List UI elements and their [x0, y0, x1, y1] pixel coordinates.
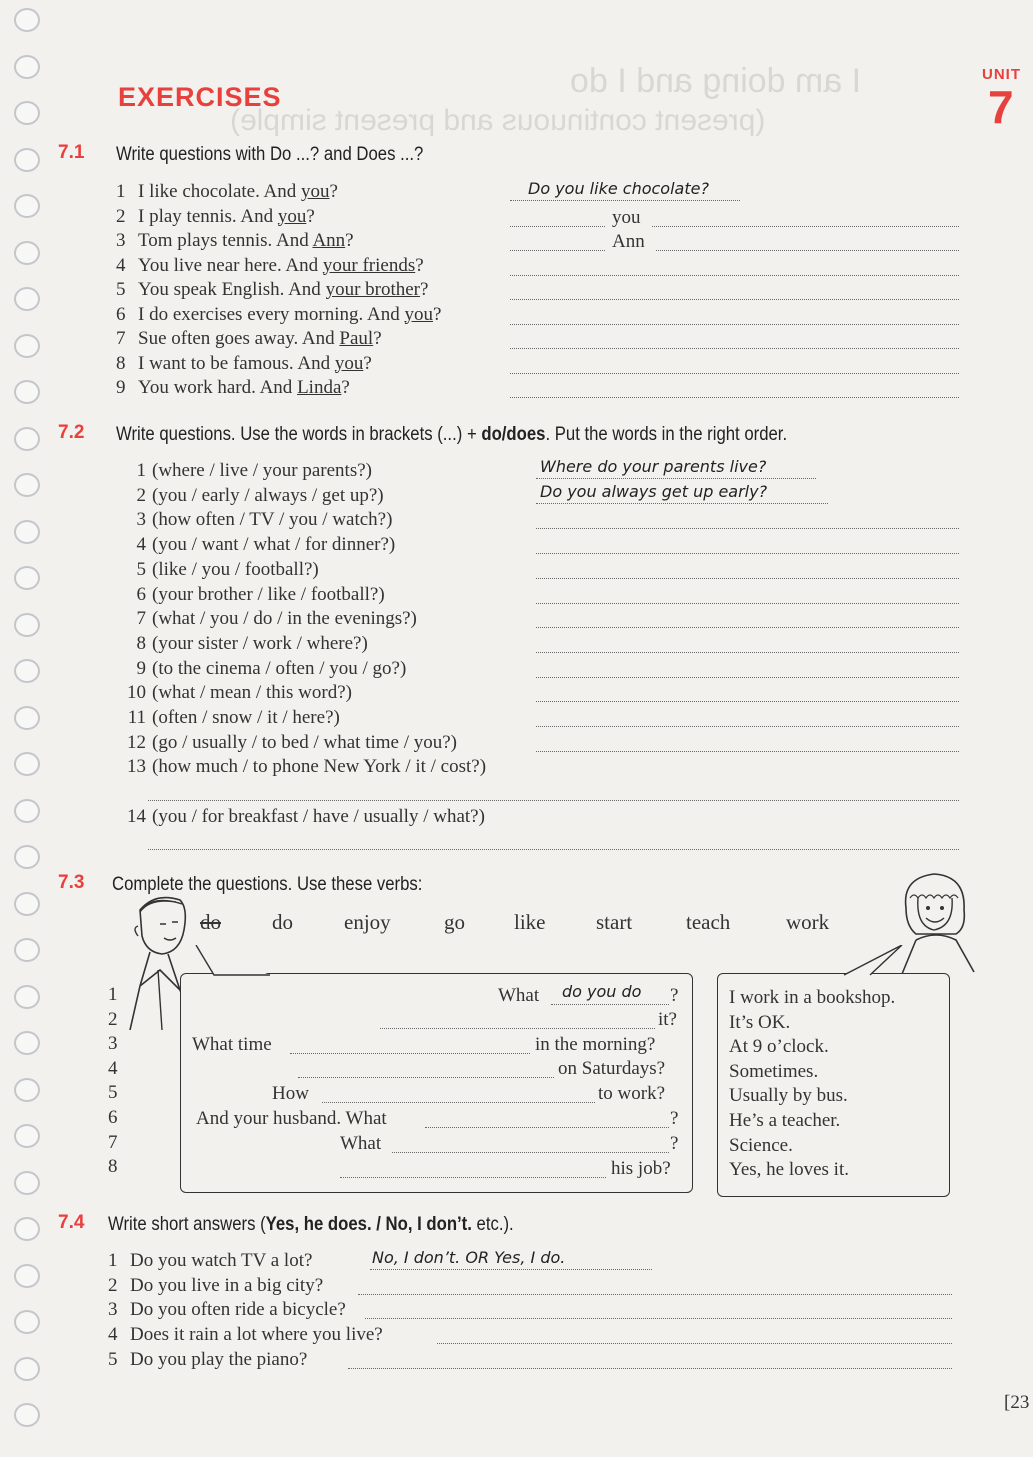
- spiral-binding: [14, 8, 44, 1448]
- item-text-end: ?: [345, 230, 354, 251]
- answer-line-7-3-1: [551, 1004, 669, 1005]
- answer-line-7-3-6[interactable]: [425, 1127, 669, 1128]
- binding-ring: [14, 241, 40, 265]
- binding-ring: [14, 659, 40, 683]
- item-subject: you: [334, 352, 364, 374]
- item-number: 5: [108, 1082, 118, 1104]
- item-number: 6: [136, 583, 146, 605]
- answer-7-4-1: No, I don’t. OR Yes, I do.: [372, 1248, 566, 1267]
- item-text: Do you live in a big city?: [130, 1274, 324, 1296]
- binding-ring: [14, 55, 40, 79]
- item-text: (you / want / what / for dinner?): [152, 534, 396, 556]
- verb-item: do: [200, 910, 221, 934]
- exercise-item: [116, 255, 424, 277]
- exercise-item: [116, 230, 354, 252]
- exercise-item: [116, 353, 372, 375]
- binding-ring: [14, 845, 40, 869]
- q-7-3-5-post: to work?: [598, 1083, 666, 1104]
- item-subject: Ann: [312, 230, 346, 251]
- item-number: 8: [136, 632, 146, 654]
- binding-ring: [14, 1171, 40, 1195]
- answer-line[interactable]: [348, 1368, 952, 1369]
- answer-line: [370, 1269, 652, 1270]
- item-text: Do you watch TV a lot?: [130, 1250, 313, 1271]
- answer-bubble-tail: [840, 945, 910, 977]
- binding-ring: [14, 8, 40, 32]
- instruction-text: Write short answers (: [108, 1214, 266, 1235]
- response-text: Science.: [729, 1134, 793, 1156]
- exercise-item: [114, 485, 384, 507]
- answer-line[interactable]: [148, 849, 959, 850]
- item-text: (what / you / do / in the evenings?): [152, 608, 417, 630]
- binding-ring: [14, 1124, 40, 1148]
- item-number: 7: [136, 608, 146, 630]
- answer-7-2-1: Where do your parents live?: [540, 457, 767, 476]
- item-number: 5: [136, 558, 146, 580]
- q-7-3-5-pre: How: [272, 1083, 309, 1104]
- item-text: I do exercises every morning. And: [138, 303, 405, 325]
- exercise-item: [116, 328, 382, 350]
- item-text-end: ?: [415, 254, 424, 276]
- item-text: I like chocolate. And: [138, 181, 302, 202]
- item-subject: you: [404, 303, 433, 325]
- answer-line[interactable]: [536, 528, 959, 529]
- item-text-end: ?: [341, 377, 350, 398]
- item-text: You work hard. And: [138, 377, 298, 398]
- answer-line-7-1-2a[interactable]: [510, 226, 605, 227]
- binding-ring: [14, 1310, 40, 1334]
- item-number: 10: [127, 682, 146, 704]
- exercise-instruction-7-4: [108, 1214, 514, 1236]
- exercise-item: [114, 806, 485, 828]
- answer-line-7-3-8[interactable]: [340, 1177, 606, 1178]
- response-text: At 9 o’clock.: [729, 1036, 829, 1058]
- exercise-item: [114, 608, 417, 630]
- item-number: 2: [136, 484, 146, 506]
- item-number: 13: [127, 756, 146, 778]
- verb-item: teach: [686, 910, 731, 934]
- answer-line-7-1-2b[interactable]: [652, 226, 959, 227]
- item-text: (like / you / football?): [152, 558, 319, 580]
- instruction-bold: Yes, he does. / No, I don’t.: [265, 1214, 472, 1235]
- answer-line-7-2-1: [536, 478, 816, 479]
- binding-ring: [14, 799, 40, 823]
- exercise-item: [114, 682, 352, 704]
- q-7-3-7-post: ?: [670, 1133, 679, 1154]
- verb-item: do: [272, 910, 293, 934]
- prompt-7-1-3: Ann: [612, 231, 645, 252]
- item-text: (you / early / always / get up?): [152, 484, 384, 506]
- item-text: Sue often goes away. And: [138, 328, 340, 349]
- item-text: I play tennis. And: [138, 205, 278, 227]
- item-text: (go / usually / to bed / what time / you?): [152, 731, 458, 753]
- item-number: 6: [108, 1107, 118, 1128]
- item-text-end: ?: [420, 279, 429, 300]
- item-number: 4: [108, 1324, 118, 1346]
- binding-ring: [14, 287, 40, 311]
- item-number: 3: [136, 509, 146, 531]
- item-subject: you: [301, 181, 330, 202]
- item-text-end: ?: [329, 181, 338, 202]
- binding-ring: [14, 706, 40, 730]
- exercise-number-7-2: 7.2: [58, 422, 85, 443]
- item-text: (how much / to phone New York / it / cost?): [152, 756, 487, 778]
- binding-ring: [14, 892, 40, 916]
- exercise-item: [116, 279, 428, 301]
- binding-ring: [14, 938, 40, 962]
- item-text: Does it rain a lot where you live?: [130, 1324, 383, 1346]
- verb-item: enjoy: [344, 910, 391, 934]
- unit-label: UNIT: [982, 66, 1021, 83]
- exercise-item: [116, 181, 338, 203]
- exercise-item: [116, 206, 315, 228]
- binding-ring: [14, 427, 40, 451]
- verb-item: like: [514, 910, 546, 934]
- verb-item: go: [444, 910, 465, 934]
- item-number: 4: [108, 1057, 118, 1079]
- binding-ring: [14, 194, 40, 218]
- response-text: It’s OK.: [729, 1011, 791, 1033]
- answer-line-7-1-9[interactable]: [510, 397, 959, 398]
- exercise-item: [116, 304, 441, 326]
- item-text: (your brother / like / football?): [152, 583, 385, 605]
- item-text: (how often / TV / you / watch?): [152, 509, 393, 531]
- answer-line-7-1-1: [510, 200, 740, 201]
- binding-ring: [14, 1357, 40, 1381]
- answer-line-7-2-2: [536, 503, 828, 504]
- answer-line[interactable]: [536, 603, 959, 604]
- item-number: 2: [108, 1008, 118, 1030]
- item-number: 5: [116, 279, 126, 300]
- item-number: 1: [136, 460, 146, 481]
- exercise-item: [108, 1275, 323, 1297]
- exercise-item: [114, 509, 392, 531]
- answer-line[interactable]: [536, 701, 959, 702]
- q-7-3-6-post: ?: [670, 1108, 679, 1129]
- answer-line[interactable]: [536, 726, 959, 727]
- answer-line-7-1-4[interactable]: [510, 275, 959, 276]
- binding-ring: [14, 613, 40, 637]
- item-text: (to the cinema / often / you / go?): [152, 657, 407, 679]
- item-number: 1: [108, 984, 118, 1005]
- answer-line[interactable]: [536, 751, 959, 752]
- instruction-text-end: . Put the words in the right order.: [545, 424, 788, 445]
- item-text: (where / live / your parents?): [152, 460, 372, 481]
- answer-line[interactable]: [365, 1318, 952, 1319]
- exercise-instruction-7-2: [116, 424, 787, 446]
- item-subject: your brother: [325, 279, 421, 300]
- exercise-item: [114, 633, 368, 655]
- item-number: 11: [127, 707, 146, 728]
- verb-item: start: [596, 910, 633, 934]
- answer-line-7-3-4[interactable]: [298, 1077, 554, 1078]
- answer-line-7-3-5[interactable]: [322, 1102, 595, 1103]
- answer-line-7-1-6[interactable]: [510, 324, 959, 325]
- item-text-end: ?: [306, 205, 315, 227]
- item-number: 7: [108, 1131, 118, 1153]
- binding-ring: [14, 101, 40, 125]
- instruction-text-end: etc.).: [471, 1214, 514, 1235]
- q-7-3-7-pre: What: [340, 1133, 382, 1154]
- binding-ring: [14, 380, 40, 404]
- item-subject: your friends: [322, 254, 416, 276]
- answer-7-2-2: Do you always get up early?: [540, 482, 768, 501]
- item-subject: you: [277, 205, 307, 227]
- verb-item: work: [786, 910, 830, 934]
- binding-ring: [14, 566, 40, 590]
- exercise-number-7-1: 7.1: [58, 142, 85, 163]
- binding-ring: [14, 520, 40, 544]
- item-number: 3: [116, 230, 126, 251]
- item-number: 6: [116, 303, 126, 325]
- answer-line[interactable]: [536, 553, 959, 554]
- exercise-item: [114, 559, 319, 581]
- instruction-bold: do/does: [481, 424, 546, 445]
- answer-line-7-1-3b[interactable]: [656, 250, 959, 251]
- answer-line-7-3-3[interactable]: [290, 1053, 530, 1054]
- exercise-item: [108, 1299, 346, 1321]
- bleed-through-subtitle: (present continuous and present simple): [230, 104, 766, 137]
- item-number: 12: [127, 731, 146, 753]
- answer-line[interactable]: [437, 1343, 952, 1344]
- answer-line[interactable]: [536, 652, 959, 653]
- item-text-end: ?: [432, 303, 442, 325]
- binding-ring: [14, 1264, 40, 1288]
- item-number: 14: [127, 806, 146, 827]
- binding-ring: [14, 1217, 40, 1241]
- exercise-item: [108, 1324, 383, 1346]
- bleed-through-title: I am doing and I do: [570, 62, 862, 100]
- item-number: 8: [116, 352, 126, 374]
- item-number: 1: [108, 1250, 118, 1271]
- binding-ring: [14, 752, 40, 776]
- instruction-text: Write questions. Use the words in brackets (...) +: [116, 424, 482, 445]
- exercise-item: [108, 1250, 312, 1272]
- q-7-3-8-post: his job?: [611, 1158, 671, 1179]
- item-subject: Linda: [297, 377, 342, 398]
- answer-7-3-1: do you do: [562, 982, 642, 1001]
- response-text: Sometimes.: [729, 1060, 819, 1082]
- response-text: He’s a teacher.: [729, 1110, 841, 1131]
- binding-ring: [14, 985, 40, 1009]
- answer-line[interactable]: [536, 578, 959, 579]
- answer-line-7-3-7[interactable]: [392, 1152, 669, 1153]
- q-7-3-1-pre: What: [498, 985, 540, 1006]
- response-text: Yes, he loves it.: [729, 1159, 849, 1181]
- item-text: Do you often ride a bicycle?: [130, 1299, 346, 1321]
- answer-line-7-3-2[interactable]: [380, 1028, 655, 1029]
- q-7-3-4-post: on Saturdays?: [558, 1058, 666, 1079]
- q-7-3-3-post: in the morning?: [535, 1034, 656, 1055]
- item-number: 4: [116, 254, 126, 276]
- item-text: (your sister / work / where?): [152, 632, 368, 654]
- q-7-3-3-pre: What time: [192, 1034, 272, 1055]
- answer-7-1-1: Do you like chocolate?: [528, 179, 709, 198]
- exercise-number-7-4: 7.4: [58, 1212, 85, 1233]
- instruction-text: Write questions with Do ...? and Does ...?: [116, 144, 424, 165]
- answer-line[interactable]: [536, 627, 959, 628]
- binding-ring: [14, 1403, 40, 1427]
- exercise-item: [116, 377, 350, 399]
- binding-ring: [14, 148, 40, 172]
- exercise-number-7-3: 7.3: [58, 872, 85, 893]
- exercise-item: [108, 1349, 307, 1371]
- item-text: Do you play the piano?: [130, 1348, 308, 1370]
- answer-line[interactable]: [358, 1294, 952, 1295]
- unit-number: 7: [988, 81, 1014, 133]
- response-text: I work in a bookshop.: [729, 987, 896, 1008]
- item-text-end: ?: [363, 352, 372, 374]
- exercise-item: [114, 732, 457, 754]
- binding-ring: [14, 1078, 40, 1102]
- item-number: 4: [136, 534, 146, 556]
- exercise-item: [114, 460, 372, 482]
- answer-line[interactable]: [536, 677, 959, 678]
- exercise-item: [114, 534, 395, 556]
- item-text-end: ?: [373, 328, 382, 349]
- exercise-instruction-7-1: [116, 144, 423, 166]
- exercise-item: [114, 658, 406, 680]
- answer-line-7-1-3a[interactable]: [510, 250, 605, 251]
- item-number: 3: [108, 1299, 118, 1321]
- exercise-item: [114, 584, 385, 606]
- item-number: 9: [116, 377, 126, 398]
- item-text: (what / mean / this word?): [152, 682, 352, 704]
- exercise-instruction-7-3: Complete the questions. Use these verbs:: [112, 874, 423, 895]
- q-7-3-2-post: it?: [658, 1009, 677, 1030]
- item-text: You speak English. And: [138, 279, 326, 300]
- item-number: 1: [116, 181, 126, 202]
- item-text: (you / for breakfast / have / usually / what?): [152, 806, 485, 827]
- answer-line-7-1-5[interactable]: [510, 299, 959, 300]
- answer-line-7-1-7[interactable]: [510, 348, 959, 349]
- binding-ring: [14, 1031, 40, 1055]
- item-number: 3: [108, 1033, 118, 1055]
- prompt-7-1-2: you: [612, 207, 641, 228]
- item-number: 2: [108, 1274, 118, 1296]
- binding-ring: [14, 334, 40, 358]
- response-text: Usually by bus.: [729, 1085, 848, 1107]
- item-number: 8: [108, 1156, 118, 1178]
- item-text: You live near here. And: [138, 254, 323, 276]
- item-number: 7: [116, 328, 126, 349]
- item-text: Tom plays tennis. And: [138, 230, 313, 251]
- binding-ring: [14, 473, 40, 497]
- item-number: 9: [136, 657, 146, 679]
- item-number: 2: [116, 205, 126, 227]
- answer-line[interactable]: [148, 800, 959, 801]
- page-title: EXERCISES: [118, 82, 282, 112]
- q-7-3-6-pre: And your husband. What: [196, 1108, 387, 1129]
- answer-line-7-1-8[interactable]: [510, 373, 959, 374]
- exercise-item: [114, 756, 486, 778]
- exercise-item: [114, 707, 340, 729]
- item-number: 5: [108, 1348, 118, 1370]
- item-text: (often / snow / it / here?): [152, 707, 340, 728]
- q-7-3-1-post: ?: [670, 985, 679, 1006]
- item-text: I want to be famous. And: [138, 352, 335, 374]
- item-subject: Paul: [339, 328, 374, 349]
- page-number: [23: [1004, 1392, 1030, 1413]
- question-bubble-tail: [190, 945, 280, 977]
